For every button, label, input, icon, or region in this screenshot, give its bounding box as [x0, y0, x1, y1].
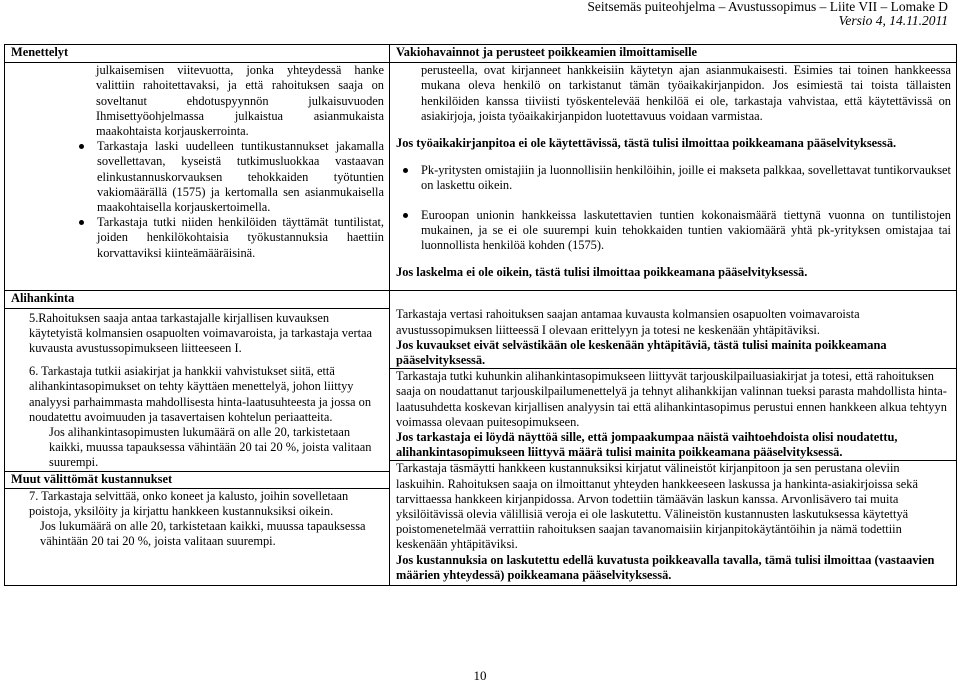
- document-header-title: Seitsemäs puiteohjelma – Avustussopimus – Liite VII – Lomake D: [587, 0, 948, 14]
- continuation-paragraph: julkaisemisen viitevuotta, jonka yhteydessä hanke valittiin rahoitettavaksi, ja että rahoituksen saaja on soveltanut ehdotuspyynnön julkaisuvuoden Ihmisettyöohjelmassa julkaistua asianmukaista maakohtaista korjauskerrointa.: [96, 63, 384, 139]
- list-item: Euroopan unionin hankkeissa laskutettavien tuntien kokonaismäärä tiettynä vuonna on tuntilistojen mukainen, ja se ei ole suurempi kuin tehokkaiden tuntien vakiomäärä yhtä pk-yrityksen omistajaa tai luonnollista henkilöä kohden (1575).: [396, 208, 951, 254]
- exception-note: Jos työaikakirjanpitoa ei ole käytettävissä, tästä tulisi ilmoittaa poikkeamana pääselvityksessä.: [396, 136, 897, 151]
- observation-7-block: [390, 460, 956, 583]
- observations-cell-2: [390, 291, 957, 586]
- procedure-item-7-note: Jos lukumäärä on alle 20, tarkistetaan kaikki, muussa tapauksessa vähintään 20 tai 20 %, joista valitaan suurempi.: [40, 519, 366, 549]
- observation-6-block: [390, 368, 956, 460]
- observation-7: Tarkastaja täsmäytti hankkeen kustannuksiksi kirjatut välineistöt kirjanpitoon ja sen perustana oleviin laskuihin. Rahoituksen saaja on ilmoittanut yhteyden hankkeeseen laskussa ja hankinta-asiakirjoissa sekä tarvittaessa hankkeen kirjanpidossa. Arvon todettiin tämäävän laskun kanssa. Arvonlisävero tai muita yksilöitävissä olevia välillisiä veroja ei ole laskutettu. Välineistön kustannusten laskutuksessa käytettyä poistomenetelmää verrattiin rahoituksen saajan tavanomaisiin kirjanpitokäytäntöihin ja nämä todettiin keskenään yhtäpitäviksi.: [396, 461, 918, 552]
- procedures-table: [4, 44, 957, 586]
- list-item: Pk-yritysten omistajiin ja luonnollisiin henkilöihin, joille ei makseta palkkaa, sovellettavat tuntikorvaukset on laskettu oikein.: [396, 163, 951, 193]
- exception-note-7: Jos kustannuksia on laskutettu edellä kuvatusta poikkeavalla tavalla, tämä tulisi ilmoittaa (vastaavien määrien yhteydessä) poikkeamana pääselvityksessä.: [396, 552, 935, 582]
- page-number: 10: [473, 668, 487, 683]
- procedures-cell-2: [5, 291, 390, 586]
- exception-note-5: Jos kuvaukset eivät selvästikään ole keskenään yhtäpitäviä, tästä tulisi mainita poikkeamana pääselvityksessä.: [396, 337, 887, 368]
- procedure-item-6-note: Jos alihankintasopimusten lukumäärä on alle 20, tarkistetaan kaikki, muussa tapauksessa vähintään 20 tai 20 %, joista valitaan suurempi.: [49, 425, 372, 470]
- observations-cell-1: [390, 63, 957, 291]
- procedure-item-6: 6. Tarkastaja tutkii asiakirjat ja hankkii vahvistukset siitä, että alihankintasopimukset on tehty käyttäen menettelyä, johon liittyy analyysi parhaimmasta mahdollisesta hinta-laatusuhteesta ja jossa on noudatettu avoimuuden ja tasavertaisen kohtelun periaatteita.: [29, 364, 372, 424]
- observation-5: Tarkastaja vertasi rahoituksen saajan antamaa kuvausta kolmansien osapuolten voimavaroista avustussopimuksen liitteessä I olevaan erittelyyn ja totesi ne keskenään yhtäpitäviksi.: [396, 307, 860, 337]
- observation-6: Tarkastaja tutki kuhunkin alihankintasopimukseen liittyvät tarjouskilpailuasiakirjat ja totesi, että rahoituksen saaja on noudattanut tarjouskilpailumenettelyä ja tehnyt alihankkijan valinnan tueksi parasta mahdollista hinta-laatusuhdetta koskevan kirjallisen analyysin tai että alihankintasopimus perustui ennen hankkeen alkua tehtyyn voimassa olevaan puitesopimukseen.: [396, 369, 947, 429]
- procedure-item-7: 7. Tarkastaja selvittää, onko koneet ja kalusto, joihin sovelletaan poistoja, yksilöity ja kirjattu hankkeen kustannuksiksi oikein.: [29, 488, 349, 519]
- observation-bullets: [396, 163, 951, 253]
- procedure-item-5: 5.Rahoituksen saaja antaa tarkastajalle kirjallisen kuvauksen käytetyistä kolmansien osapuolten voimavaroista, ja tarkastaja vertaa kuvausta avustussopimukseen liitteeseen I.: [29, 310, 373, 356]
- continuation-paragraph: perusteella, ovat kirjanneet hankkeisiin käytetyn ajan asianmukaisesti. Esimies tai toinen hankkeessa mukana oleva henkilö on tarkistanut tämän työaikakirjanpidon. Jos esimiestä tai toista tällaisten henkilöiden kanssa tiiviisti työskentelevää henkilöä ei ole, tarkastaja vahvistaa, että käytettävissä on asiakirjoja, joista työaikakirjanpidon luotettavuus voidaan varmistaa.: [421, 63, 951, 123]
- table-header-row: [5, 45, 957, 63]
- procedures-cell-1: [5, 63, 390, 291]
- section-heading-subcontracting: Alihankinta: [5, 291, 389, 308]
- table-row: [5, 63, 957, 291]
- table-row: [5, 291, 957, 586]
- column-header-procedures: Menettelyt: [5, 45, 390, 63]
- document-header-version: Versio 4, 14.11.2011: [838, 13, 948, 28]
- procedure-bullets: [11, 139, 384, 261]
- list-item: Tarkastaja laski uudelleen tuntikustannukset jakamalla sovellettavan, kyseistä tutkimusluokkaa vastaavan elinkustannuskorvauksen tehokkaiden työtuntien vakiomäärällä (1575) ja kertomalla sen asianmukaisella maakohtaisella korjauskertoimella.: [11, 139, 384, 215]
- column-header-observations: Vakiohavainnot ja perusteet poikkeamien ilmoittamiselle: [390, 45, 957, 63]
- list-item: Tarkastaja tutki niiden henkilöiden täyttämät tuntilistat, joiden henkilökohtaisia työkustannuksia haettiin korvattaviksi kiinteämääräisinä.: [11, 215, 384, 261]
- section-heading-other-direct-costs: Muut välittömät kustannukset: [5, 471, 389, 489]
- exception-note: Jos laskelma ei ole oikein, tästä tulisi ilmoittaa poikkeamana pääselvityksessä.: [396, 265, 808, 280]
- exception-note-6: Jos tarkastaja ei löydä näyttöä sille, että jompaakumpaa näistä vaihtoehdoista olisi noudatettu, alihankintasopimukseen liittyvä määrä tulisi mainita poikkeamana pääselvityksessä.: [396, 430, 898, 460]
